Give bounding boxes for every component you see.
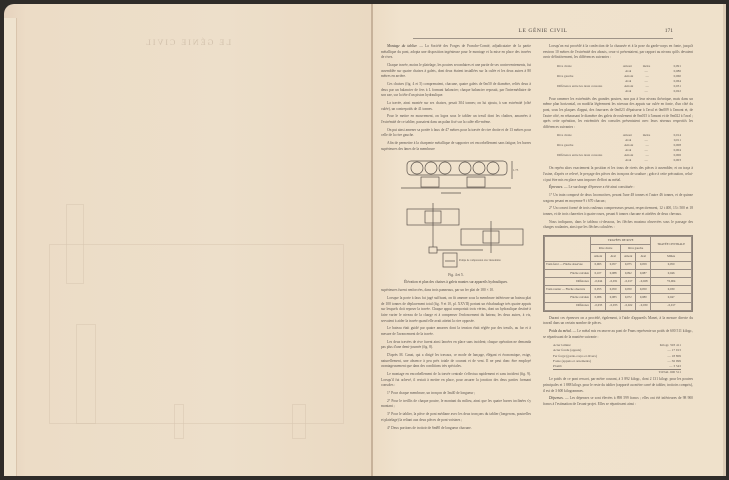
column-group-header: TRAVÉES DE RIVE: [591, 237, 651, 245]
roller-chair-plan-drawing: [399, 201, 527, 271]
paragraph: Nous indiquons, dans le tableau ci-dessous, les flèches maxima observées sous le passage des charges roulantes, ainsi que les flèches calculées :: [543, 219, 693, 230]
paragraph: Le bateau était guidé par quatre amarres dont la tension était réglée par des treuils, au fur et à mesure de l'avancement de la travée.: [381, 326, 531, 336]
figure-caption: Élévation et plan des chaises à galets munies sur appareils hydrauliques.: [404, 279, 508, 284]
table-row: Rive gauche Amont — 0,008: [557, 143, 681, 148]
table-row: Flèche calculée 0,086 0,083 0,072 0,080 0,047: [545, 294, 692, 302]
bleed-through-figure-column: [66, 204, 84, 284]
list-item: 1° Un train composé de deux locomotives, pesant l'une 48 tonnes et l'autre 46 tonnes, et de quinze wagons pesant en moyenne 9 t 670 chacun ;: [543, 193, 693, 203]
column-subheader: Rive gauche: [621, 245, 651, 253]
column-header: Amont: [621, 253, 636, 261]
running-head: [413, 27, 673, 39]
table-row: Différence entre les deux consoles Amont — 0,031: [557, 83, 681, 88]
table-row: Acier laminé Kilogr. 593 411: [553, 343, 681, 348]
paragraph: Lorsque la porte à faux fut jugé suffisant, on fit amener sous la membrure inférieure un bateau plat de 100 tonnes de déplacement total (fig. 9 et 10, pl. XXVII) portant un échafaudage très quatre appuis sur lesquels doit reposer la travée. Chaque appui comportait trois vérins, dont un hydraulique destiné à faire varier le niveau de la charge et à compenser l'enfoncement du bateau; les deux autres, à vis, servaient à aider la travée quand elle avait atteint la rive opposée.: [381, 296, 531, 323]
paragraph: On put ainsi amener sa portée à faux de 47 mètres pour la travée de rive droite et de 13 mètres pour celle de la rive gauche.: [381, 127, 531, 138]
table-header-row: [545, 237, 692, 245]
table-row: Différence entre les deux consoles Amont — 0,006: [557, 153, 681, 158]
paragraph: Le montage en encorbellement de la travée centrale s'effectua rapidement et sans incident (fig. 9). Lorsqu'il fut achevé, il restait à mettre en place, pour assurer la jonction des deux parties formant consoles :: [381, 372, 531, 388]
right-column: [543, 44, 693, 410]
figure-plan-roller-chairs: [399, 201, 527, 271]
paragraph: Les deux travées de rive furent ainsi lancées en place sans incident; chaque opération ne demanda pas plus d'une demi-journée (fig. 8).: [381, 339, 531, 350]
roller-chair-elevation-drawing: [401, 157, 521, 197]
paragraph: Afin de permettre à la charpente métallique de supporter cet encorbellement sans fatigue, les barres supérieures des âmes de la membrure: [381, 141, 531, 151]
bleed-through-figure-column: [292, 404, 306, 439]
table-row: Flèche calculée 0,107 0,088 0,092 0,087 0,046: [545, 269, 692, 277]
table-row: Train ferré — Flèche observée 0,063 0,057 0,075 0,059 0,050: [545, 261, 692, 269]
table-row: Rive gauche Amont — 0,060: [557, 73, 681, 78]
table-row: Aval — 0,064: [625, 78, 681, 83]
table-row: Aval — 0,022: [625, 88, 681, 93]
figure-elevation-roller-chairs: [401, 157, 521, 197]
list-item: 1° Pour chaque membrure, un tronçon de 3m40 de longueur ;: [387, 391, 476, 396]
list-item: 2° Un convoi formé de trois rouleaux compresseurs pesant, respectivement, 12 t 400, 13 t 500 et 18 tonnes, et de trois charrettes à quatre roues, pesant 6 tonnes chacune et attelées de deux chevaux.: [543, 206, 693, 217]
metal-weights-table: [553, 343, 681, 374]
paragraph: La travée, ainsi montée sur ses chaises, pesait 304 tonnes; on lui ajouta, à son extrémité (côté culée), un contrepoids de 41 tonnes.: [381, 100, 531, 111]
table-row: Différence −0,033 −0,033 −0,022 −0,030 −0,017: [545, 302, 692, 310]
figure-number: Fig. 4 et 5.: [448, 273, 464, 278]
paragraph: Pour le mettre en mouvement, on logea sous le tablier un treuil dont les chaînes, amarrées à l'extrémité de ce tablier, passaient dans un palan fixé sur la culée elle-même.: [381, 114, 531, 124]
bleed-through-figure-column: [174, 404, 184, 439]
deflection-table: [543, 235, 693, 312]
table-total-row: TOTAL 600 511: [553, 369, 681, 374]
list-item: 2° Pour le treillis de chaque poutre, le montant du milieu, ainsi que les quatre barres inclinées s'y montant ;: [381, 398, 531, 409]
right-page: [373, 4, 723, 476]
paragraph: Chaque travée, moins le platelage, les poutres secondaires et une partie de ses contreventements, fut assemblée sur quatre chaises à galets, dont deux étaient installées sur la culée et les deux autres à 80 mètres en arrière.: [381, 62, 531, 79]
paragraph: Dépenses. — Les dépenses se sont élevées à 898 599 francs ; elles ont été inférieures de 98 900 francs à l'estimation de l'avant-projet. Elles se répartissent ainsi :: [543, 396, 693, 406]
table-row: Différence −0,044 −0,031 −0,017 −0,028 +0,004: [545, 277, 692, 285]
paragraph: D'après M. Canat, qui a dirigé les travaux, ce mode de lançage, élégant et économique, exige, naturellement, une absence à peu près totale de courant et de vent. Il ne peut donc être employé avantageusement que dans des conditions très spéciales.: [381, 353, 531, 369]
binding-strip: [4, 18, 17, 476]
paragraph: Pour ramener les extrémités des grandes poutres, non pas à leur niveau théorique, mais dans un même plan horizontal, on modifia légèrement les niveaux des appuis sur culée en fonte, d'un côté du pont, sous les plaques d'appui, des fourrures de 0m023 d'épaisseur à l'aval et 0m009 à l'amont et, de l'autre côté, en rehaussant le diamètre des galets de roulement de 0m015 à l'amont et de 0m022 à l'aval ; après cette opération, les extrémités des consoles présentaient avec leurs niveaux respectifs les différences suivantes :: [543, 96, 693, 129]
journal-title: LE GÉNIE CIVIL: [518, 28, 568, 34]
page-edge: [723, 4, 726, 476]
column-header: TRAVÉE CENTRALE: [651, 237, 692, 253]
column-header: Milieu: [651, 253, 692, 261]
page-number: 171: [664, 28, 673, 34]
document-spread: [4, 4, 726, 476]
paragraph: Ces chaises (fig. 4 et 5) comprenaient, chacune, quatre galets de 0m50 de diamètre, reliés deux à deux par un balancier de fers à L formant balancier; chaque balancier reposait, par l'intermédiaire de son axe, sur la tête d'un piston hydraulique.: [381, 81, 531, 98]
table-row: Aval — 0,004: [625, 148, 681, 153]
list-item: 4° Deux portions de trottoir de 6m80 de longueur chacune.: [387, 425, 472, 430]
column-header: Aval: [636, 253, 651, 261]
paragraph: Lorsqu'on eut procédé à la confection de la chaussée et à la pose du garde-corps en fonte, jusqu'à environ 10 mètres de l'extrémité des abouts, ceux-ci présentaient, par rapport au niveau qu'ils devaient avoir définitivement, les différences suivantes :: [543, 44, 693, 60]
paragraph: Poids du métal. — Le métal mis en œuvre au pont de Frans représente un poids de 600 511 kilogr., se répartissant de la manière suivante :: [543, 329, 693, 339]
paragraph: Durant ces épreuves on a procédé, également, à l'aide d'appareils Manet, à la mesure directe du travail dans un certain nombre de pièces.: [543, 315, 693, 326]
table-row: Rive droite Amont mètre 0,091: [557, 63, 681, 68]
svg-text:1.75: 1.75: [513, 168, 519, 173]
list-item: 3° Pour le tablier, la pièce de pont médiane avec les deux tronçons du tablier (longerons, poutrelles et platelage) la reliant aux deux pièces de pont voisines ;: [381, 412, 531, 422]
table-corner: [545, 237, 591, 262]
paragraph: Le poids de ce pont ressort, par mètre courant, à 3 892 kilogr., dont 2 131 kilogr. pour les poutres principales et 1 888 kilogr. pour le reste du tablier (rapporté au mètre carré de tablier, trottoirs compris), il est de 3 600 kilogrammes.: [543, 377, 693, 393]
paragraph: supérieures furent renforcées, dans trois panneaux, par un fer plat de 180 × 10.: [381, 288, 494, 293]
level-differences-table-after: [557, 133, 681, 163]
bleed-through-header: LE GÉNIE CIVIL: [144, 38, 232, 47]
table-row: Train routier — Flèche observée 0,053 0,050 0,050 0,050 0,030: [545, 286, 692, 294]
table-row: Fonte (appuis et ornements) — 36 999: [553, 358, 681, 363]
table-row: Aval — 0,086: [625, 68, 681, 73]
level-differences-table-before: [557, 64, 681, 94]
table-row: Aval — 0,011: [625, 138, 681, 143]
column-header: Aval: [606, 253, 621, 261]
paragraph: Épreuves. — Le surcharge d'épreuve a été ainsi constituée :: [549, 185, 635, 190]
paragraph: On repéra alors exactement la position et les trous de rivets des pièces à assembler, et on traça à l'usine, d'après ce relevé, le perçage des pièces des tronçons de soudure ; grâce à cette précaution, celui-ci put être mis en place sans imposer d'effort au métal.: [543, 166, 693, 182]
table-row: Fer forgé (garde-corps et divers) — 18 809: [553, 353, 681, 358]
paragraph: Montage du tablier. — La Société des Forges de Franche-Comté, adjudicataire de la partie métallique du pont, adopta une disposition ingénieuse pour le montage et la mise en place des travées de rives.: [381, 44, 531, 60]
table-row: Acier fondu (appuis) — 17 013: [553, 348, 681, 353]
table-row: Plomb — 3 543: [553, 364, 681, 369]
left-column: [381, 44, 531, 433]
left-page: [4, 4, 371, 476]
svg-text:Pompe de compression avec mano: Pompe de compression avec manomètre: [459, 259, 501, 263]
column-subheader: Rive droite: [591, 245, 621, 253]
column-header: Amont: [591, 253, 606, 261]
bleed-through-figure-column: [76, 324, 96, 424]
table-row: Rive droite Amont mètre 0,014: [557, 133, 681, 138]
table-row: Aval — 0,003: [625, 158, 681, 163]
